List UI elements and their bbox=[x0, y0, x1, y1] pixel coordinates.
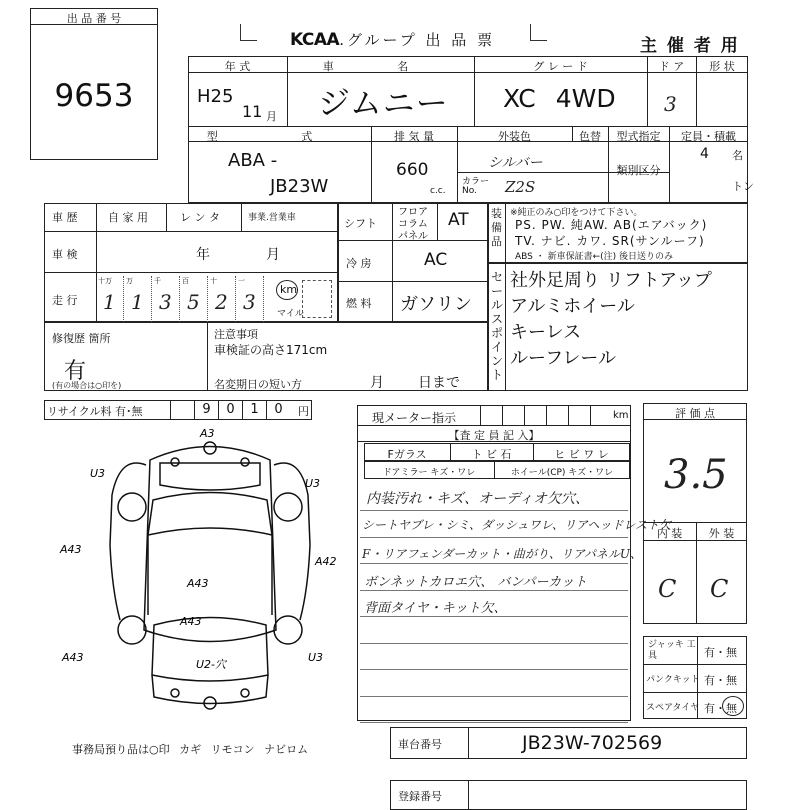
repair-value: 有 bbox=[64, 359, 87, 384]
fuel-label: 燃 料 bbox=[346, 297, 372, 310]
damage-mark-front-right: U3 bbox=[305, 477, 321, 490]
sales-point-2: アルミホイール bbox=[510, 296, 635, 317]
odometer-digit-value: 5 bbox=[187, 290, 200, 314]
inspection-label: 車 検 bbox=[52, 248, 78, 261]
note-rule bbox=[360, 643, 628, 644]
grade-value: XC 4WD bbox=[503, 84, 616, 113]
odometer-digit-value: 3 bbox=[159, 290, 172, 314]
capacity-value: 4 bbox=[700, 146, 709, 162]
corner-mark-right bbox=[530, 24, 547, 41]
sales-point-3: キーレス bbox=[510, 322, 582, 343]
title-change-day: 日まで bbox=[418, 375, 460, 391]
odometer-digit bbox=[96, 276, 124, 322]
interior-label: 内 装 bbox=[656, 527, 683, 540]
meter-unit: km bbox=[613, 410, 629, 421]
odometer-digit-value: 1 bbox=[103, 290, 116, 314]
inspection-year-unit: 年 bbox=[196, 247, 210, 263]
exterior-label: 外 装 bbox=[708, 527, 735, 540]
km-unit: km bbox=[280, 283, 298, 296]
damage-mark-rear-left-door: A43 bbox=[180, 615, 202, 628]
type-label: 型 式 bbox=[206, 130, 353, 143]
color-number-value: Z2S bbox=[505, 178, 536, 196]
damage-mark-left-side: A43 bbox=[60, 543, 82, 556]
shift-option-column: コラム bbox=[398, 219, 428, 230]
registration-box bbox=[390, 780, 747, 810]
history-option-business: 事業.営業車 bbox=[248, 213, 296, 223]
displacement-label: 排 気 量 bbox=[394, 130, 434, 143]
month-unit: 月 bbox=[266, 110, 277, 123]
odometer-digit bbox=[180, 276, 208, 322]
color-value: シルバー bbox=[488, 155, 543, 171]
meter-cell-divider bbox=[502, 405, 503, 425]
meter-cell-divider bbox=[546, 405, 547, 425]
history-label: 車 歴 bbox=[52, 211, 78, 224]
tool-jack-value: 有・無 bbox=[704, 646, 737, 659]
notice-value: 車検証の高さ171cm bbox=[214, 343, 328, 357]
ac-value: AC bbox=[424, 250, 448, 270]
lot-number-label: 出 品 番 号 bbox=[66, 12, 122, 25]
tool-jack-label: ジャッキ 工 具 bbox=[648, 640, 696, 661]
check-crack: ヒ ビ ワ レ bbox=[554, 448, 609, 461]
ac-label: 冷 房 bbox=[346, 257, 372, 270]
shift-label: シフト bbox=[344, 217, 377, 230]
chassis-label: 車台番号 bbox=[398, 738, 442, 751]
type-value-1: ABA - bbox=[228, 150, 278, 171]
inspector-title: 【査 定 員 記 入】 bbox=[448, 429, 540, 442]
shift-option-panel: パネル bbox=[398, 231, 428, 242]
mileage-label: 走 行 bbox=[52, 294, 78, 307]
fuel-value: ガソリン bbox=[400, 294, 472, 315]
color-change-label: 色替 bbox=[579, 130, 601, 143]
meter-cell-divider bbox=[524, 405, 525, 425]
recycle-digit: 9 bbox=[194, 400, 218, 420]
color-label: 外装色 bbox=[498, 130, 531, 143]
odometer-digit bbox=[208, 276, 236, 322]
recycle-digit: 0 bbox=[218, 400, 242, 420]
capacity-unit: 名 bbox=[732, 149, 743, 162]
check-stone-chip: ト ビ 石 bbox=[471, 448, 512, 461]
spec-label: 型式指定 bbox=[616, 130, 661, 143]
registration-label: 登録番号 bbox=[398, 790, 442, 803]
interior-grade: C bbox=[658, 575, 677, 603]
displacement-unit: c.c. bbox=[430, 186, 446, 196]
damage-mark-front-left: U3 bbox=[90, 467, 106, 480]
tool-spare-tire-value: 有・無 bbox=[704, 702, 737, 715]
sales-point-1: 社外足周り リフトアップ bbox=[510, 270, 712, 291]
odometer-digit-label: 十万 bbox=[98, 277, 112, 285]
note-rule bbox=[360, 669, 628, 670]
color-number-label: カラーNo. bbox=[462, 177, 490, 196]
meter-cell-divider bbox=[568, 405, 569, 425]
equipment-line-1: PS. PW. 純AW. AB(エアバック) bbox=[515, 218, 708, 232]
exterior-grade: C bbox=[710, 575, 729, 603]
car-name: ジムニー bbox=[318, 84, 449, 122]
sales-points-label: セールスポイント bbox=[491, 270, 504, 382]
meter-cell-divider bbox=[590, 405, 591, 425]
tool-spare-tire-label: スペアタイヤ bbox=[646, 703, 700, 713]
damage-mark-rear: U2-穴 bbox=[196, 658, 227, 671]
note-rule bbox=[360, 722, 628, 723]
equipment-line-3: ABS ・ 新車保証書←(注) 後日送りのみ bbox=[515, 252, 674, 262]
name-label: 車 名 bbox=[322, 60, 439, 73]
check-wheel: ホイール(CP) キズ・ワレ bbox=[510, 468, 614, 478]
displacement-value: 660 bbox=[396, 160, 429, 180]
sales-point-4: ルーフレール bbox=[510, 348, 617, 369]
mile-unit: マイル bbox=[277, 309, 304, 319]
notice-label: 注意事項 bbox=[214, 328, 258, 341]
equipment-note: ※純正のみ○印をつけて下さい。 bbox=[510, 208, 643, 218]
recycle-unit: 円 bbox=[298, 405, 309, 418]
odometer-digit-label: 万 bbox=[126, 277, 133, 285]
inspector-note-2: シートヤブレ・シミ、ダッシュワレ、リアヘッドレスト欠 bbox=[362, 518, 672, 532]
meter-cell-divider bbox=[480, 405, 481, 425]
category-label: 類別区分 bbox=[616, 164, 661, 177]
damage-mark-right-side: A42 bbox=[315, 555, 337, 568]
inspector-note-3: F・リアフェンダーカット・曲がり、リアパネルU、 bbox=[362, 547, 643, 561]
damage-mark-front: A3 bbox=[200, 427, 215, 440]
damage-mark-roof: A43 bbox=[187, 577, 209, 590]
shape-label: 形 状 bbox=[709, 60, 735, 73]
odometer-digit bbox=[152, 276, 180, 322]
brand-logo: KCAA.グループ 出 品 票 bbox=[290, 30, 496, 50]
inspection-month-unit: 月 bbox=[266, 247, 280, 263]
recycle-digit: 0 bbox=[266, 400, 290, 420]
year-value: H25 bbox=[197, 86, 234, 107]
host-label: 主 催 者 用 bbox=[640, 36, 740, 56]
score-label: 評 価 点 bbox=[675, 407, 715, 420]
odometer-digit-label: 一 bbox=[238, 277, 245, 285]
odometer-digit-value: 2 bbox=[215, 290, 228, 314]
tool-puncture-kit-value: 有・無 bbox=[704, 674, 737, 687]
odometer-digit bbox=[236, 276, 264, 322]
note-rule bbox=[360, 510, 628, 511]
repair-note: (有の場合は○印を) bbox=[52, 381, 122, 390]
equipment-label: 装備品 bbox=[491, 207, 502, 248]
recycle-digit bbox=[170, 400, 194, 420]
odometer-digit-value: 1 bbox=[131, 290, 144, 314]
odometer-digit-value: 3 bbox=[243, 290, 256, 314]
note-rule bbox=[360, 537, 628, 538]
office-items-note: 事務局預り品は○印 カギ リモコン ナビロム bbox=[72, 743, 309, 756]
recycle-digit: 1 bbox=[242, 400, 266, 420]
chassis-number: JB23W-702569 bbox=[522, 732, 663, 754]
title-change-label: 名変期日の短い方 bbox=[214, 378, 302, 391]
shift-value: AT bbox=[448, 210, 469, 230]
odometer-digit bbox=[124, 276, 152, 322]
note-rule bbox=[360, 696, 628, 697]
lot-number: 9653 bbox=[54, 78, 134, 114]
check-front-glass: Fガラス bbox=[387, 448, 427, 461]
type-value-2: JB23W bbox=[270, 176, 329, 197]
grade-label: グ レ ー ド bbox=[533, 60, 588, 73]
inspector-note-5: 背面タイヤ・キット欠、 bbox=[364, 601, 507, 616]
spare-tire-none-circle bbox=[722, 696, 744, 716]
check-door-mirror: ドアミラー キズ・ワレ bbox=[382, 468, 476, 478]
inspector-note-1: 内装汚れ・キズ、オーディオ欠穴、 bbox=[366, 491, 590, 507]
odo-unit-dashed-box bbox=[302, 280, 332, 318]
title-change-month: 月 bbox=[370, 375, 384, 391]
vehicle-diagram bbox=[50, 425, 360, 730]
odometer-digit-label: 百 bbox=[182, 277, 189, 285]
doors-value: 3 bbox=[664, 92, 677, 116]
meter-label: 現メーター指示 bbox=[372, 411, 457, 425]
inspector-note-4: ボンネットカロエ穴、 バンパーカット bbox=[364, 575, 588, 590]
capacity-label: 定員・積載 bbox=[681, 130, 736, 143]
history-option-private: 自 家 用 bbox=[108, 211, 148, 224]
note-rule bbox=[360, 616, 628, 617]
equipment-line-2: TV. ナビ. カワ. SR(サンルーフ) bbox=[515, 234, 705, 248]
doors-label: ド ア bbox=[658, 60, 685, 73]
month-value: 11 bbox=[242, 102, 263, 121]
repair-label: 修復歴 箇所 bbox=[52, 332, 111, 345]
load-unit: トン bbox=[732, 180, 754, 193]
score-value: 3.5 bbox=[664, 452, 728, 498]
tool-puncture-kit-label: パンクキット bbox=[646, 675, 700, 685]
corner-mark-left bbox=[240, 24, 257, 41]
damage-mark-rear-right: U3 bbox=[308, 651, 324, 664]
recycle-label: リサイクル料 有･無 bbox=[47, 405, 143, 418]
odometer-digit-label: 千 bbox=[154, 277, 161, 285]
note-rule bbox=[360, 563, 628, 564]
odometer-digit-label: 十 bbox=[210, 277, 217, 285]
year-label: 年 式 bbox=[224, 60, 251, 73]
shift-option-floor: フロア bbox=[398, 207, 428, 218]
history-option-rental: レ ン タ bbox=[180, 211, 220, 224]
damage-mark-rear-left: A43 bbox=[62, 651, 84, 664]
